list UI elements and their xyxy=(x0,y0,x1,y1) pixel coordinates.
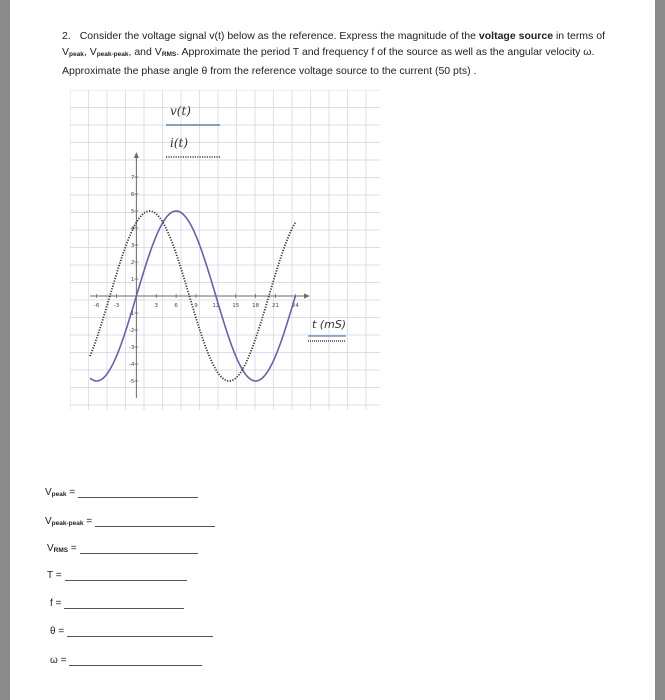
answer-label: T = xyxy=(47,570,62,581)
x-tick-label: 3 xyxy=(154,303,158,309)
question-bold-phrase: voltage source xyxy=(478,30,554,42)
answer-blank-line[interactable] xyxy=(67,624,213,637)
var-vpeak: Vpeak xyxy=(62,46,84,58)
y-tick-label: -3 xyxy=(128,345,135,351)
question-line3: Approximate the phase angle θ from the reference voltage source to the current (50 pts) . xyxy=(62,65,477,77)
question-number: 2. xyxy=(62,30,71,42)
answer-field-2[interactable] xyxy=(47,541,198,554)
answer-blank-line[interactable] xyxy=(69,653,202,666)
answer-label: θ = xyxy=(50,626,65,637)
var-vpeakpeak: Vpeak-peak xyxy=(89,46,129,58)
question-intro: Consider the voltage signal v(t) below as the reference. Express the magnitude of the xyxy=(79,30,476,42)
waveform-graph xyxy=(70,90,380,415)
answer-label: f = xyxy=(50,598,62,609)
x-axis-arrow xyxy=(304,294,310,299)
question-intro-end: in terms of xyxy=(555,30,605,42)
x-tick-label: 15 xyxy=(232,303,240,309)
x-tick-label: 9 xyxy=(194,303,198,309)
answer-blank-line[interactable] xyxy=(64,596,184,609)
y-tick-label: 1 xyxy=(130,277,135,283)
answer-field-1[interactable] xyxy=(45,514,215,527)
answer-field-5[interactable] xyxy=(50,624,213,637)
and-word: and xyxy=(134,46,152,58)
x-tick-label: -3 xyxy=(113,303,120,309)
answer-label: ω = xyxy=(50,655,67,666)
answer-label: VRMS = xyxy=(47,543,77,554)
y-tick-label: -4 xyxy=(128,362,135,368)
x-tick-label: 24 xyxy=(291,303,299,309)
y-tick-label: -1 xyxy=(128,311,135,317)
y-ticks xyxy=(129,175,138,385)
y-tick-label: -5 xyxy=(128,379,135,385)
y-tick-label: 7 xyxy=(130,175,135,181)
worksheet-page xyxy=(10,0,655,700)
answer-label: Vpeak = xyxy=(45,487,76,498)
answer-field-0[interactable] xyxy=(45,485,198,498)
answer-blank-line[interactable] xyxy=(65,568,187,581)
answer-label: Vpeak-peak = xyxy=(45,516,93,527)
grid-lines xyxy=(70,90,380,410)
answer-blank-line[interactable] xyxy=(80,541,198,554)
x-tick-label: 12 xyxy=(212,303,220,309)
y-tick-label: 3 xyxy=(130,243,135,249)
y-tick-label: 4 xyxy=(130,226,135,232)
answer-blank-line[interactable] xyxy=(78,485,198,498)
x-tick-label: -6 xyxy=(93,303,100,309)
question-line2: . Approximate the period T and frequency f of the source as well as the angular velocity ω. xyxy=(176,46,595,58)
x-tick-label: 18 xyxy=(252,303,260,309)
answer-field-3[interactable] xyxy=(47,568,187,581)
answer-field-4[interactable] xyxy=(50,596,184,609)
legend-label-i: i(t) xyxy=(170,136,189,150)
y-tick-label: 6 xyxy=(130,192,135,198)
y-tick-label: 5 xyxy=(130,209,135,215)
answer-blank-line[interactable] xyxy=(95,514,215,527)
legend xyxy=(166,104,220,157)
var-vrms: VRMS xyxy=(154,46,177,58)
x-tick-label: 21 xyxy=(272,303,279,309)
y-tick-label: 2 xyxy=(130,260,135,266)
y-tick-label: -2 xyxy=(128,328,135,334)
legend-label-v: v(t) xyxy=(170,104,191,118)
x-tick-label: 6 xyxy=(174,303,178,309)
y-axis-arrow xyxy=(134,152,139,158)
question-text: 2. Consider the voltage signal v(t) below as the reference. Express the magnitude of the voltage source in terms of Vpeak, Vpeak-peak, and VRMS. Approximate the period T and frequency f of the source as well as the angular velocity ω. Approximate the phase angle θ from the reference voltage source to the current (50 pts) . xyxy=(62,28,632,79)
x-axis-label: t (mS) xyxy=(312,318,347,331)
answer-field-6[interactable] xyxy=(50,653,202,666)
